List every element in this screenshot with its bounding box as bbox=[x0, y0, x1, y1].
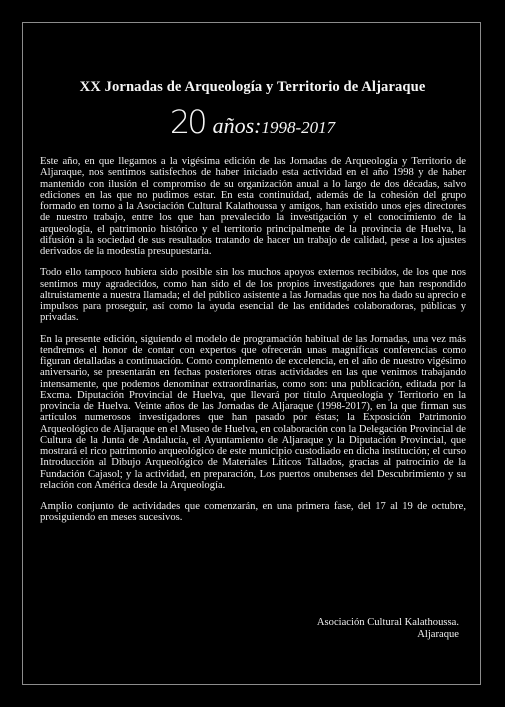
signature-organization: Asociación Cultural Kalathoussa. bbox=[316, 617, 459, 628]
paragraph-acknowledgements: Todo ello tampoco hubiera sido posible sin los muchos apoyos externos recibidos, de los que nos sentimos muy agradecidos, como han sido el de los propios investigadores que han respondido altruistamente a nuestra llamada; el del público asistente a las Jornadas que nos ha dado su aprecio e impulsos para proseguir, así como la ayuda esencial de las entidades colaboradoras, públicas y privadas. bbox=[40, 267, 466, 324]
anniversary-years: 1998-2017 bbox=[261, 118, 336, 137]
document-body bbox=[40, 156, 466, 534]
paragraph-program: En la presente edición, siguiendo el modelo de programación habitual de las Jornadas, una vez más tendremos el honor de contar con expertos que ofrecerán unas magníficas conferencias como figuran detalladas a continuación. Como complemento de excelencia, en el año de nuestro vigésimo aniversario, se presentarán en fechas posteriores otras actividades en las que venimos trabajando intensamente, que podemos denominar extraordinarias, como son: una publicación, editada por la Excma. Diputación Provincial de Huelva, que llevará por título Arqueología y Territorio en la provincia de Huelva. Veinte años de las Jornadas de Aljaraque (1998-2017), en la que firman sus artículos numerosos investigadores que han pasado por éstas; la Exposición Patrimonio Arqueológico de Aljaraque en el Museo de Huelva, en colaboración con la Delegación Provincial de Cultura de la Junta de Andalucía, el Ayuntamiento de Aljaraque y la Diputación Provincial, que mostrará el rico patrimonio arqueológico de este municipio custodiado en dicha institución; el curso Introducción al Dibujo Arqueológico de Materiales Líticos Tallados, gracias al patrocinio de la Fundación Cajasol; y la actividad, en preparación, Los puertos onubenses del Descubrimiento y su relación con América desde la Arqueología. bbox=[40, 333, 466, 491]
signature-location: Aljaraque bbox=[417, 628, 459, 640]
anniversary-label: años: bbox=[212, 113, 262, 138]
paragraph-dates: Amplio conjunto de actividades que comenzarán, en una primera fase, del 17 al 19 de octubre, prosiguiendo en meses sucesivos. bbox=[40, 501, 466, 524]
paragraph-intro: Este año, en que llegamos a la vigésima edición de las Jornadas de Arqueología y Territorio de Aljaraque, nos sentimos satisfechos de haber iniciado esta actividad en el año 1998 y de haber mantenido con ilusión el compromiso de su organización anual a lo largo de dos décadas, salvo ediciones en las que no pudimos estar. En esta continuidad, además de la cohesión del grupo formado en torno a la Asociación Cultural Kalathoussa y amigos, han existido unos ejes directores de nuestro trabajo, entre los que han prevalecido la investigación y el conocimiento de la arqueología, el patrimonio histórico y el territorio principalmente de la provincia de Huelva, la difusión a la sociedad de sus resultados tratando de hacer un trabajo de calidad, pese a los ajustes derivados de la modestia presupuestaria. bbox=[40, 156, 466, 257]
anniversary-heading bbox=[0, 103, 505, 141]
anniversary-number: 20 bbox=[169, 103, 205, 141]
signature-block bbox=[317, 617, 459, 640]
document-title: XX Jornadas de Arqueología y Territorio de Aljaraque bbox=[79, 79, 426, 95]
